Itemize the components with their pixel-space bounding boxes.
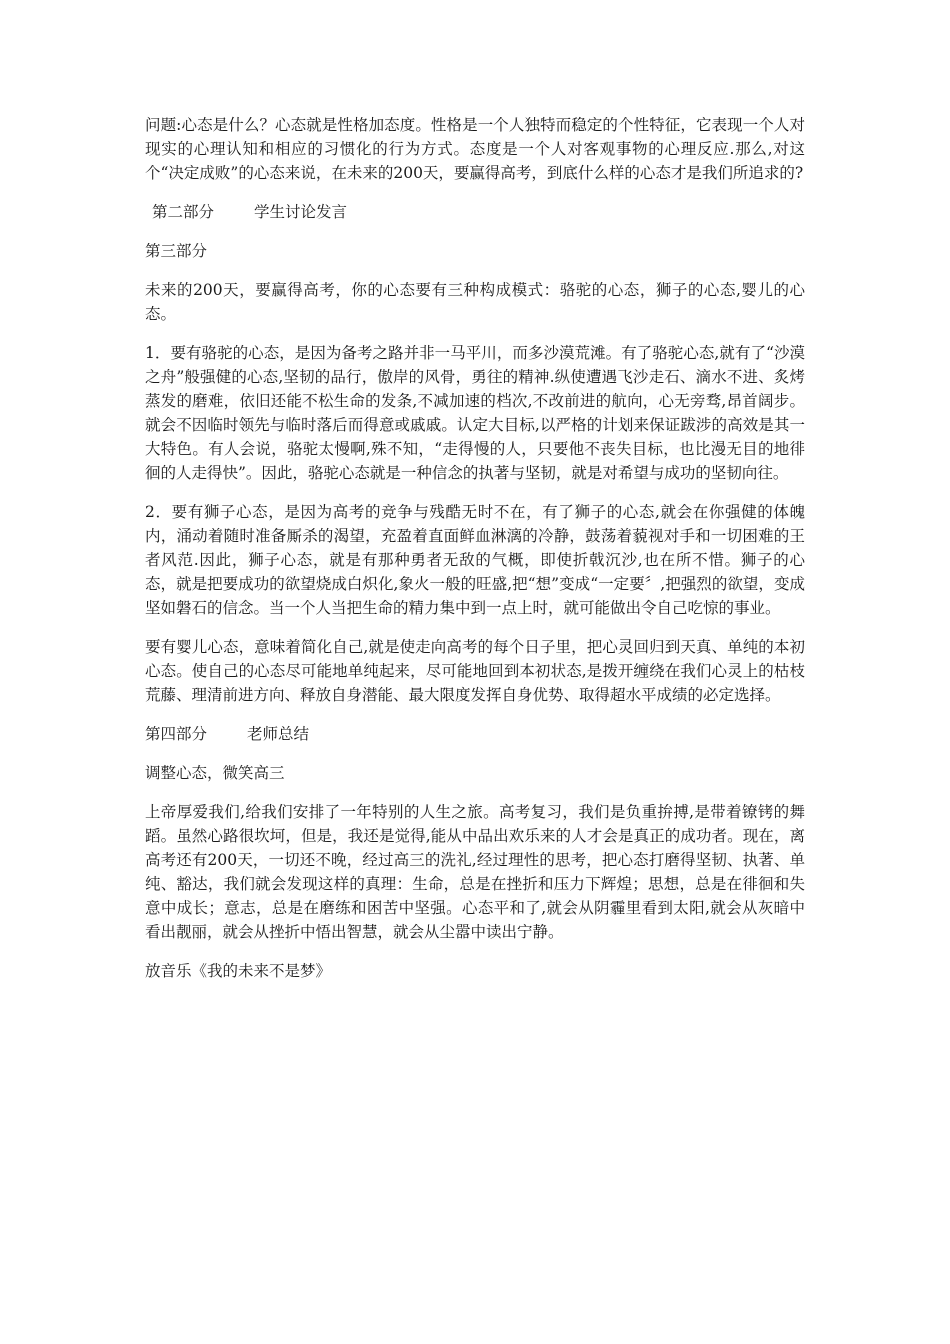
- part-two-heading: [145, 200, 805, 224]
- part-four-label: 第四部分: [145, 725, 208, 743]
- part-two-label: 第二部分: [152, 203, 215, 221]
- summary-paragraph: 上帝厚爱我们,给我们安排了一年特别的人生之旅。高考复习，我们是负重拚搏,是带着镣铐的舞蹈。虽然心路很坎坷，但是，我还是觉得,能从中品出欢乐来的人才会是真正的成功者。现在，离高考还有200天，一切还不晚，经过高三的洗礼,经过理性的思考，把心态打磨得坚韧、执著、单纯、豁达，我们就会发现这样的真理：生命，总是在挫折和压力下辉煌；思想，总是在徘徊和失意中成长；意志，总是在磨练和困苦中坚强。心态平和了,就会从阴霾里看到太阳,就会从灰暗中看出靓丽，就会从挫折中悟出智慧，就会从尘嚣中读出宁静。: [145, 803, 805, 941]
- part-three-heading: 第三部分: [145, 242, 208, 260]
- summary-title: 调整心态，微笑高三: [145, 764, 285, 782]
- lion-mindset-paragraph: 2．要有狮子心态，是因为高考的竞争与残酷无时不在，有了狮子的心态,就会在你强健的体魄内，涌动着随时准备厮杀的渴望，充盈着直面鲜血淋漓的冷静，鼓荡着藐视对手和一切困难的王者风范.因此，狮子心态，就是有那种勇者无敌的气概，即使折戟沉沙,也在所不惜。狮子的心态，就是把要成功的欲望烧成白炽化,象火一般的旺盛,把“想”变成“一定要〞,把强烈的欲望，变成坚如磐石的信念。当一个人当把生命的精力集中到一点上时，就可能做出令自己吃惊的事业。: [145, 503, 805, 617]
- infant-mindset-paragraph: 要有婴儿心态，意味着简化自己,就是使走向高考的每个日子里，把心灵回归到天真、单纯的本初心态。使自己的心态尽可能地单纯起来，尽可能地回到本初状态,是拨开缠绕在我们心灵上的枯枝荒藤、理清前进方向、释放自身潜能、最大限度发挥自身优势、取得超水平成绩的必定选择。: [145, 638, 805, 704]
- part-four-title: 老师总结: [247, 725, 310, 743]
- document-body: [145, 113, 805, 998]
- part-four-heading: [145, 722, 805, 746]
- part-two-title: 学生讨论发言: [254, 203, 348, 221]
- closing-music-line: 放音乐《我的未来不是梦》: [145, 962, 332, 980]
- question-paragraph: 问题:心态是什么？心态就是性格加态度。性格是一个人独特而稳定的个性特征，它表现一个人对现实的心理认知和相应的习惯化的行为方式。态度是一个人对客观事物的心理反应.那么,对这个“决定成败”的心态来说，在未来的200天，要赢得高考，到底什么样的心态才是我们所追求的?: [145, 116, 805, 182]
- camel-mindset-paragraph: 1．要有骆驼的心态，是因为备考之路并非一马平川，而多沙漠荒滩。有了骆驼心态,就有了“沙漠之舟”般强健的心态,坚韧的品行，傲岸的风骨，勇往的精神.纵使遭遇飞沙走石、滴水不进、炙烤蒸发的磨难，依旧还能不松生命的发条,不减加速的档次,不改前进的航向，心无旁骛,昂首阔步。就会不因临时领先与临时落后而得意或戚戚。认定大目标,以严格的计划来保证跋涉的高效是其一大特色。有人会说，骆驼太慢啊,殊不知，“走得慢的人，只要他不丧失目标，也比漫无目的地徘徊的人走得快”。因此，骆驼心态就是一种信念的执著与坚韧，就是对希望与成功的坚韧向往。: [145, 344, 805, 482]
- three-mindsets-intro: 未来的200天，要赢得高考，你的心态要有三种构成模式：骆驼的心态，狮子的心态,婴儿的心态。: [145, 281, 805, 323]
